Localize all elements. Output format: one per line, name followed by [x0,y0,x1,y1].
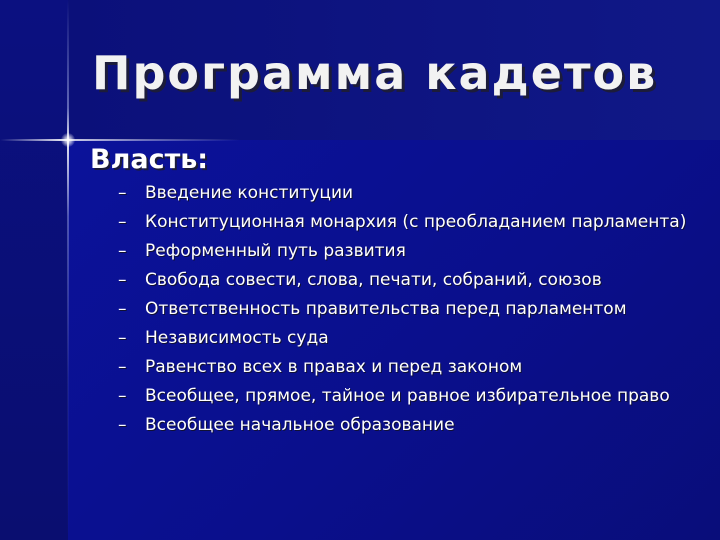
list-item [118,269,708,291]
slide-title: Программа кадетов [92,46,658,100]
bullet-dash: – [118,328,127,348]
list-item [118,211,708,233]
bullet-dash: – [118,212,127,232]
list-item-text: Конституционная монархия (с преобладанием парламента) [145,212,687,232]
bullet-dash: – [118,299,127,319]
list-item-text: Реформенный путь развития [145,241,406,261]
bullet-dash: – [118,386,127,406]
sparkle-line-horizontal [0,139,240,141]
list-item [118,414,708,436]
list-item [118,327,708,349]
list-item [118,182,708,204]
bullet-dash: – [118,415,127,435]
list-item [118,356,708,378]
list-item-text: Независимость суда [145,328,329,348]
list-item-text: Всеобщее, прямое, тайное и равное избирательное право [145,386,670,406]
list-item [118,298,708,320]
list-item [118,240,708,262]
sparkle-icon [61,133,75,147]
bullet-dash: – [118,357,127,377]
bullet-list [118,182,708,443]
list-item-text: Свобода совести, слова, печати, собраний, союзов [145,270,602,290]
bullet-dash: – [118,241,127,261]
list-item-text: Равенство всех в правах и перед законом [145,357,523,377]
list-item [118,385,708,407]
sparkle-line-vertical [67,0,69,540]
list-item-text: Всеобщее начальное образование [145,415,455,435]
section-heading: Власть: [90,144,209,175]
list-item-text: Введение конституции [145,183,354,203]
bullet-dash: – [118,183,127,203]
bullet-dash: – [118,270,127,290]
left-band [0,0,68,540]
list-item-text: Ответственность правительства перед парламентом [145,299,627,319]
